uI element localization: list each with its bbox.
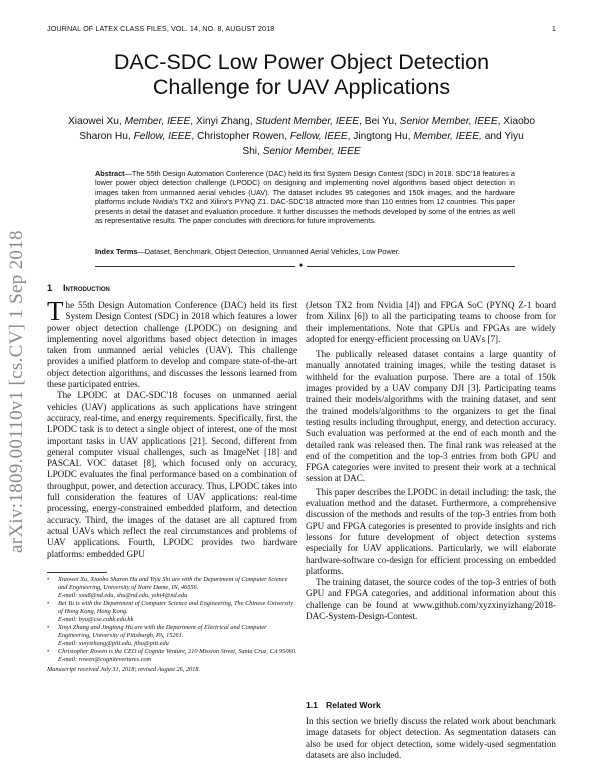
right-paragraph-1: (Jetson TX2 from Nvidia [4]) and FPGA SoC (PYNQ Z-1 board from Xilinx [6]) to all the participating teams to choose from for their implementations. Note that GPUs and FPGAs are widely adopted for energy-efficient processing on UAVs [7]. <box>306 300 556 344</box>
footnote-item: • Xinyi Zhang and Jingtong Hu are with the Department of Electrical and Computer Engineering, University of Pittsburgh, PA, 15261. <box>47 624 267 639</box>
paper-title <box>47 50 556 100</box>
footnote-item: E-mail: xxu8@nd.edu, shu@nd.edu, yshi4@nd.edu <box>58 592 188 599</box>
divider-diamond-icon: ✦ <box>297 261 305 270</box>
intro-paragraph-2: The LPODC at DAC-SDC'18 focuses on unmanned aerial vehicles (UAV) applications as such applications have stringent accuracy, real-time, and energy requirements. Specifically, first, the LPODC task is to detect a single object of interest, one of the most important tasks in UAV applications [21]. Second, different from general computer visual challenges, such as ImageNet [18] and PASCAL VOC dataset [8], which focused only on accuracy, LPODC evaluates the final performance based on a combination of throughput, power, and detection accuracy. Thus, LPODC takes into full consideration the features of UAV applications: real-time processing, energy-constrained embedded platform, and detection accuracy. Third, the images of the dataset are all captured from actual UAVs which reflect the real circumstances and problems of UAV applications. Fourth, LPODC provides two hardware platforms: embedded GPU <box>47 390 297 559</box>
drop-cap: T <box>47 296 64 326</box>
footnote-rule <box>47 572 107 573</box>
footnote-item: E-mail: rowen@cognitevertures.com <box>58 656 152 663</box>
author-line-2: Sharon Hu, Fellow, IEEE, Christopher Rowen, Fellow, IEEE, Jingtong Hu, Member, IEEE, and Yiyu <box>79 131 524 142</box>
section-title: Introduction <box>63 283 110 293</box>
index-terms-label: Index Terms <box>95 247 138 256</box>
footnote-item: E-mail: xinyizhang@pitt.edu, jthu@pitt.edu <box>58 640 169 647</box>
abstract-label: Abstract <box>95 169 125 178</box>
abstract <box>95 169 515 225</box>
index-terms <box>95 247 515 256</box>
right-paragraph-3: This paper describes the LPODC in detail including: the task, the evaluation method and the dataset. Furthermore, a comprehensive discussion of the methods and results of the top-3 entries from both GPU and FPGA categories is presented to provide insights and rich lessons for future development of object detection systems especially for UAV applications. Particularly, we will elaborate hardware-software co-design for efficient processing on embedded platforms. <box>306 486 556 576</box>
subsection-title: Related Work <box>326 700 381 710</box>
title-line-2: Challenge for UAV Applications <box>152 75 451 99</box>
section-number: 1 <box>47 283 53 293</box>
arxiv-stamp: arXiv:1809.00110v1 [cs.CV] 1 Sep 2018 <box>6 230 27 553</box>
running-head <box>47 24 556 33</box>
page-number: 1 <box>551 24 556 33</box>
author-line-3: Shi, Senior Member, IEEE <box>242 146 361 157</box>
manuscript-note: Manuscript received July 31, 2018; revised August 26, 2018. <box>47 666 201 673</box>
left-column <box>47 296 297 560</box>
divider-right <box>307 266 515 267</box>
section-heading-introduction <box>47 283 110 293</box>
author-list <box>60 114 543 159</box>
title-line-1: DAC-SDC Low Power Object Detection <box>113 50 490 74</box>
related-work-body <box>306 716 556 761</box>
footnotes <box>47 576 297 674</box>
footnote-item: • Bei Yu is with the Department of Computer Science and Engineering, The Chinese University of Hong Kong, Hong Kong. <box>47 600 294 615</box>
intro-paragraph-1: The 55th Design Automation Conference (DAC) held its first System Design Contest (SDC) in 2018 which features a lower power object detection challenge (LPODC) on designing and implementing novel algorithms based object detection in images taken from unmanned aerial vehicles (UAV). This challenge provides a unified platform to develop and compare state-of-the-art object detection algorithms, and discusses the lessons learned from these participated entries. <box>47 296 297 390</box>
journal-line: JOURNAL OF LATEX CLASS FILES, VOL. 14, NO. 8, AUGUST 2018 <box>47 24 275 33</box>
index-terms-text: —Dataset, Benchmark, Object Detection, Unmanned Aerial Vehicles, Low Power. <box>137 247 400 256</box>
right-column <box>306 300 556 622</box>
footnote-item: • Christopher Rowen is the CEO of Cognite Venture, 210 Mission Street, Santa Cruz, CA 95060. <box>47 648 297 655</box>
right-paragraph-2: The publically released dataset contains a large quantity of manually annotated training images, while the testing dataset is withheld for the evaluation purpose. There are a total of 150k images provided by a UAV company DJI [3]. Participating teams trained their models/algorithms with the training dataset, and sent the trained models/algorithms to the organizers to get the final testing results including throughput, energy, and detection accuracy. Such evaluation was performed at the end of each month and the detailed rank was released then. The final rank was released at the end of the competition and the top-3 entries from both GPU and FPGA categories were invited to present their work at a technical session at DAC. <box>306 349 556 484</box>
author-line-1: Xiaowei Xu, Member, IEEE, Xinyi Zhang, Student Member, IEEE, Bei Yu, Senior Member, IEEE, Xiaobo <box>67 116 536 127</box>
subsection-number: 1.1 <box>306 700 318 710</box>
footnote-item: E-mail: byu@cse.cuhk.edu.hk <box>58 616 134 623</box>
divider-left <box>95 266 295 267</box>
subsection-heading-related-work <box>306 700 381 710</box>
right-paragraph-4: The training dataset, the source codes of the top-3 entries of both GPU and FPGA categories, and additional information about this challenge can be found at www.github.com/xyzxinyizhang/2018-DAC-System-Design-Contest. <box>306 577 556 622</box>
related-work-paragraph: In this section we briefly discuss the related work about benchmark image datasets for object detection. As segmentation datasets can also be used for object detection, some widely-used segmentation datasets are also included. <box>306 716 556 760</box>
abstract-text: —The 55th Design Automation Conference (DAC) held its first System Design Contest (SDC) in 2018. SDC'18 features a lower power object detection challenge (LPODC) on designing and implementing novel algorithms based object detection in images taken from unmanned aerial vehicles (UAV). The dataset includes 95 categories and 150k images, and the hardware platforms include Nvidia's TX2 and Xilinx's PYNQ Z1. DAC-SDC'18 attracted more than 110 entries from 12 countries. This paper presents in detail the dataset and evaluation procedure. It further discusses the methods developed by some of the entries as well as representative results. The paper concludes with directions for future improvements. <box>95 169 515 226</box>
footnote-item: • Xiaowei Xu, Xiaobo Sharon Hu and Yiyu Shi are with the Department of Computer Science and Engineering, University of Notre Dame, IN, 46556. <box>47 576 288 591</box>
